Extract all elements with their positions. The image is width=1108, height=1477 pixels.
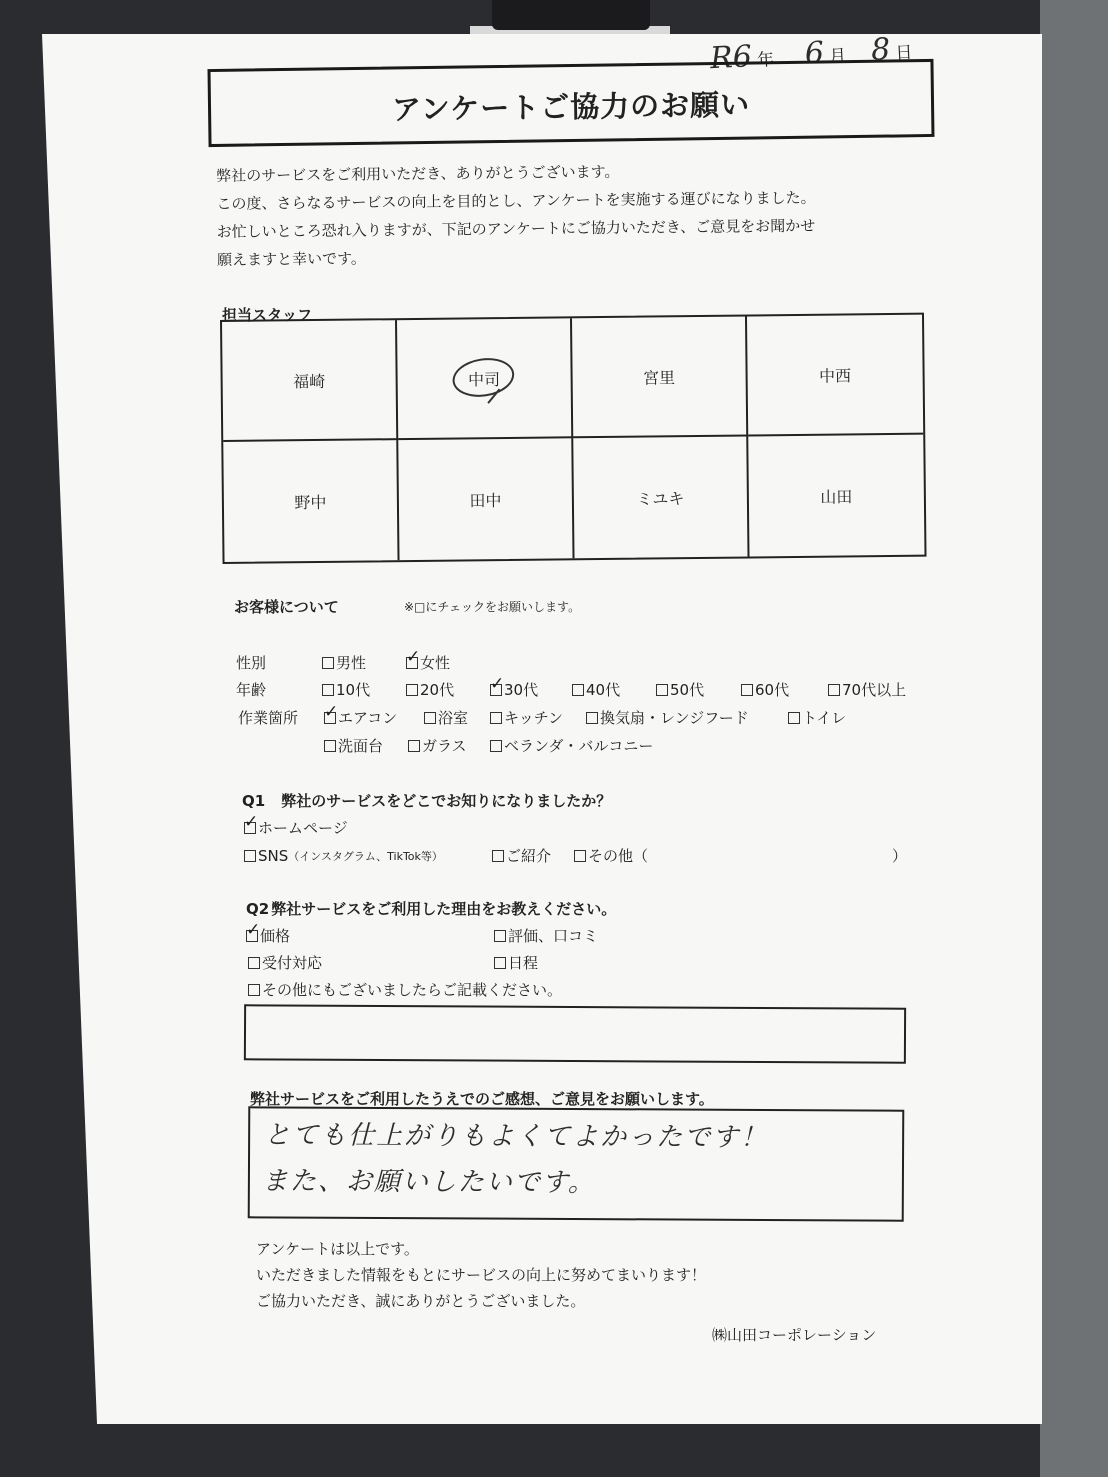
staff-cell[interactable] <box>398 438 574 560</box>
intro-line: 願えますと幸いです。 <box>216 249 366 269</box>
checkbox[interactable] <box>656 684 668 696</box>
age-option-checked[interactable]: ✓ 30代 <box>490 673 539 699</box>
closing-line: ご協力いただき、誠にありがとうございました。 <box>256 1292 586 1310</box>
staff-cell[interactable] <box>572 316 748 438</box>
age-option[interactable]: 10代 <box>322 679 406 700</box>
gender-male-option[interactable]: 男性 <box>322 652 406 673</box>
check-mark-icon: ✓ <box>244 811 259 832</box>
checkbox[interactable] <box>494 930 506 942</box>
q2-option-schedule[interactable]: 日程 <box>494 952 538 973</box>
q1-options-row <box>244 845 907 866</box>
q2-heading <box>246 898 616 919</box>
q1-question: 弊社のサービスをどこでお知りになりましたか？ <box>281 792 612 810</box>
staff-cell[interactable] <box>747 315 923 437</box>
staff-name: 宮里 <box>643 367 676 388</box>
staff-cell[interactable] <box>222 320 398 442</box>
date-year-suffix: 年 <box>756 49 775 71</box>
checkbox[interactable] <box>424 712 436 724</box>
age-option[interactable]: 40代 <box>572 679 656 700</box>
checkbox[interactable] <box>248 957 260 969</box>
comments-box[interactable] <box>248 1106 905 1221</box>
age-option[interactable]: 70代以上 <box>828 679 906 700</box>
checkbox-checked[interactable] <box>490 673 505 696</box>
check-mark-icon: ✓ <box>406 646 421 667</box>
staff-name: 山田 <box>820 486 853 507</box>
checkbox[interactable] <box>574 850 586 862</box>
date-month: 6 <box>803 35 825 72</box>
checkbox[interactable] <box>494 957 506 969</box>
q2-question: 弊社サービスをご利用した理由をお教えください。 <box>271 900 617 918</box>
checkbox[interactable] <box>406 684 418 696</box>
staff-cell[interactable] <box>573 436 749 558</box>
checkbox[interactable] <box>492 850 504 862</box>
checkbox[interactable] <box>828 684 840 696</box>
q2-options-row-1 <box>246 919 599 946</box>
checkbox[interactable] <box>322 684 334 696</box>
checkbox[interactable] <box>741 684 753 696</box>
check-mark-icon: ✓ <box>246 919 261 940</box>
age-option[interactable]: 50代 <box>656 679 741 700</box>
intro-text <box>216 156 816 274</box>
staff-name: 野中 <box>294 492 327 512</box>
checkbox[interactable] <box>490 712 502 724</box>
check-mark-icon: ✓ <box>490 673 505 694</box>
age-option[interactable]: 20代 <box>406 679 490 700</box>
q1-option-homepage[interactable]: ✓ ホームページ <box>244 811 348 837</box>
closing-line: いただきました情報をもとにサービスの向上に努めてまいります！ <box>256 1266 707 1284</box>
closing-line: アンケートは以上です。 <box>256 1240 419 1258</box>
staff-name: 田中 <box>469 490 502 510</box>
age-row <box>236 673 907 700</box>
comment-line: また、お願いしたいです。 <box>261 1166 596 1199</box>
area-row <box>238 701 847 728</box>
checkbox[interactable] <box>244 850 256 862</box>
staff-cell[interactable] <box>397 318 573 440</box>
staff-cell[interactable] <box>748 435 924 557</box>
checkbox[interactable] <box>788 712 800 724</box>
checkbox[interactable] <box>248 984 260 996</box>
q1-heading <box>242 790 611 811</box>
check-mark-icon: ✓ <box>324 701 339 722</box>
staff-name: 中西 <box>819 365 852 386</box>
area-option[interactable]: トイレ <box>788 707 846 728</box>
intro-line: お忙しいところ恐れ入りますが、下記のアンケートにご協力いただき、ご意見をお聞かせ <box>216 216 816 241</box>
area-option[interactable]: ベランダ・バルコニー <box>490 735 653 756</box>
date-month-suffix: 月 <box>828 46 847 68</box>
gender-label: 性別 <box>236 654 267 672</box>
staff-name: ミユキ <box>636 488 685 509</box>
checkbox-checked[interactable] <box>246 919 261 942</box>
date-day-suffix: 日 <box>894 42 913 64</box>
q1-option-other[interactable]: その他（ <box>574 845 892 866</box>
gender-row <box>236 646 451 673</box>
area-option[interactable]: ガラス <box>408 735 490 756</box>
area-option-checked[interactable]: ✓ エアコン <box>324 701 398 727</box>
comment-line: とても仕上がりもよくてよかったです！ <box>264 1120 769 1154</box>
checkbox[interactable] <box>490 740 502 752</box>
staff-cell[interactable] <box>223 440 399 562</box>
page-title: アンケートご協力のお願い <box>391 87 751 126</box>
staff-name: 福崎 <box>293 371 326 391</box>
checkbox-checked[interactable] <box>244 811 259 834</box>
sns-note: （インスタグラム、TikTok等） <box>288 849 443 863</box>
closing-text <box>256 1236 706 1314</box>
q1-option-sns[interactable]: SNS （インスタグラム、TikTok等） <box>244 847 492 865</box>
customer-note: ※□にチェックをお願いします。 <box>404 600 581 614</box>
area-label: 作業箇所 <box>238 709 299 727</box>
checkbox[interactable] <box>324 740 336 752</box>
date-day: 8 <box>870 31 892 68</box>
clipboard-clip <box>492 0 650 30</box>
area-option[interactable]: キッチン <box>490 707 586 728</box>
age-label: 年齢 <box>236 681 267 699</box>
age-option[interactable]: 60代 <box>741 679 828 700</box>
gender-female-option[interactable]: ✓ 女性 <box>406 646 451 672</box>
company-name: ㈱山田コーポレーション <box>712 1326 877 1344</box>
q2-option-reviews[interactable]: 評価、口コミ <box>494 925 598 946</box>
q1-option-referral[interactable]: ご紹介 <box>492 845 574 866</box>
q2-option-price[interactable]: ✓ 価格 <box>246 919 291 945</box>
staff-name: 中司 <box>468 369 501 389</box>
staff-heading: 担当スタッフ <box>222 306 313 324</box>
checkbox[interactable] <box>408 740 420 752</box>
q2-option-reception[interactable]: 受付対応 <box>248 952 494 973</box>
title-box <box>207 59 934 147</box>
area-row-2 <box>324 735 653 756</box>
area-option[interactable]: 浴室 <box>424 707 490 728</box>
intro-line: この度、さらなるサービスの向上を目的とし、アンケートを実施する運びになりました。 <box>216 188 816 213</box>
q2-options-row-2 <box>248 952 538 973</box>
checkbox-checked[interactable] <box>406 646 421 669</box>
checkbox[interactable] <box>586 712 598 724</box>
q1-other-close-paren: ） <box>892 847 908 865</box>
area-option[interactable]: 洗面台 <box>324 735 408 756</box>
staff-grid <box>220 313 927 564</box>
date-era: R6 <box>709 39 753 77</box>
q2-other-input[interactable] <box>244 1004 906 1063</box>
background-shadow <box>1040 0 1108 1477</box>
q1-label: Q1 <box>242 791 266 810</box>
checkbox[interactable] <box>322 657 334 669</box>
selection-circle-mark <box>449 354 516 401</box>
comments-prompt: 弊社サービスをご利用したうえでのご感想、ご意見をお願いします。 <box>250 1090 714 1108</box>
customer-heading: お客様について <box>234 598 339 616</box>
intro-line: 弊社のサービスをご利用いただき、ありがとうございます。 <box>216 162 620 185</box>
area-option[interactable]: 換気扇・レンジフード <box>586 707 788 728</box>
q2-other-option[interactable]: その他にもございましたらご記載ください。 <box>248 979 562 1000</box>
checkbox-checked[interactable] <box>324 701 339 724</box>
checkbox[interactable] <box>572 684 584 696</box>
q2-label: Q2 <box>246 899 270 918</box>
